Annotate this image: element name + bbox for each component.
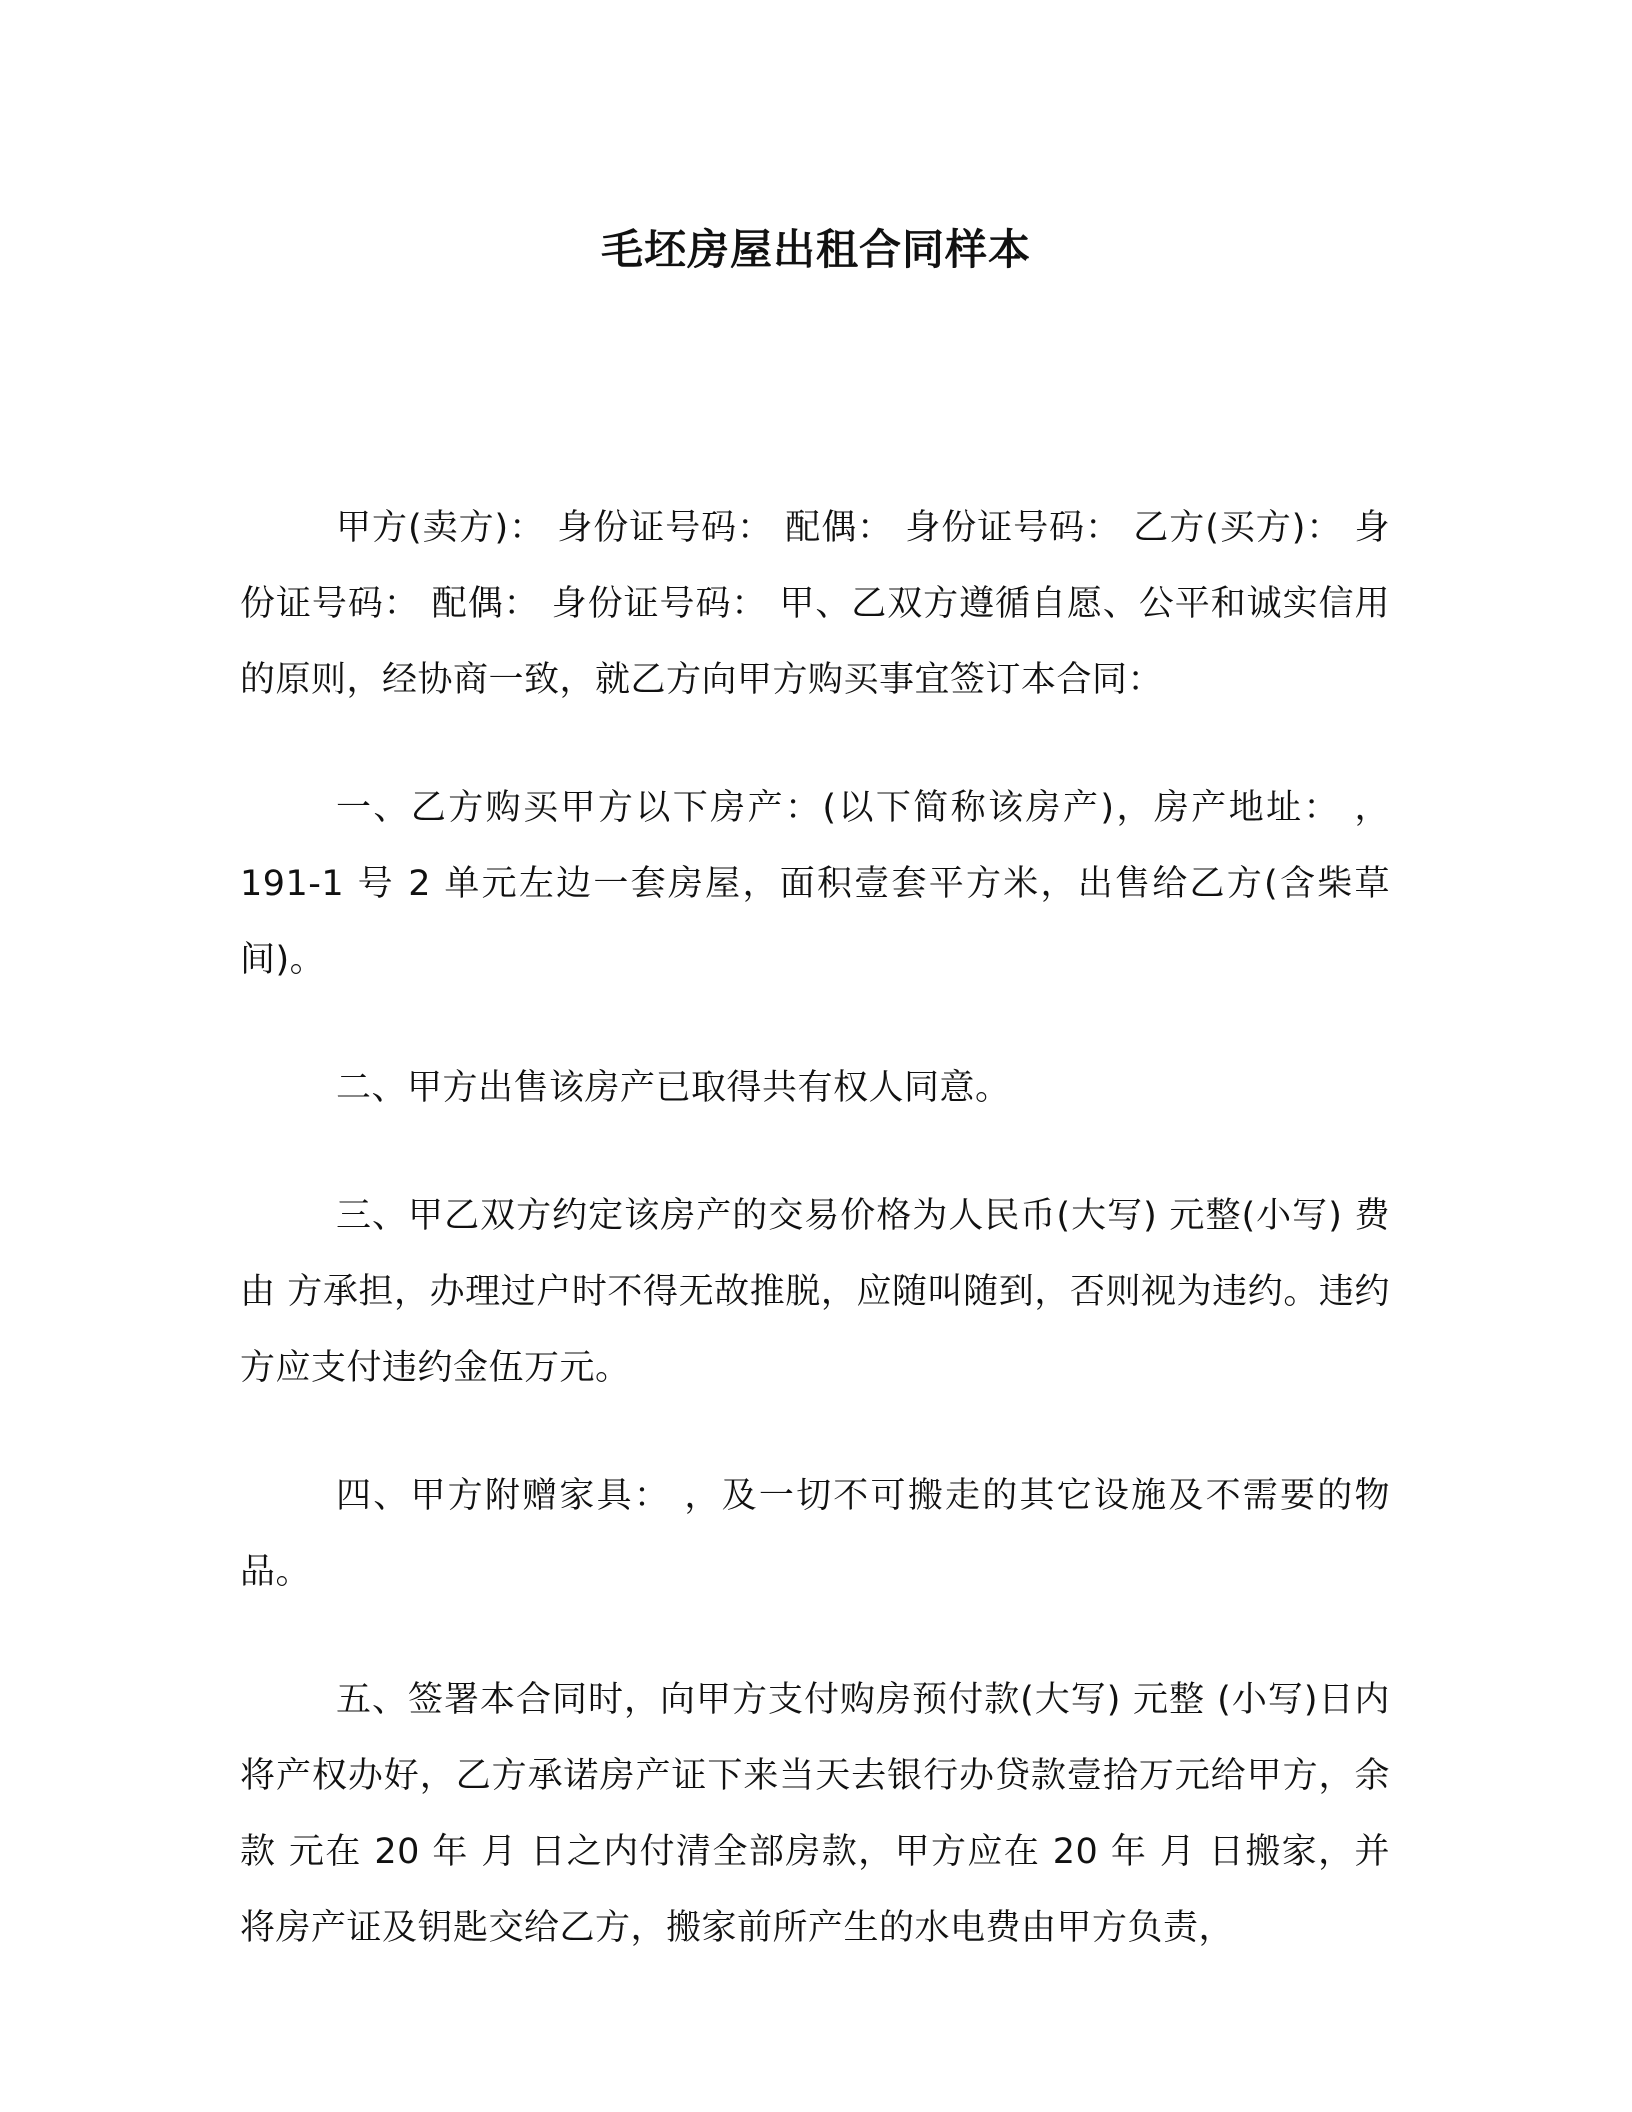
paragraph-parties: 甲方(卖方)： 身份证号码： 配偶： 身份证号码： 乙方(买方)： 身份证号码： 配偶： 身份证号码： 甲、乙双方遵循自愿、公平和诚实信用的原则，经协商一致，就乙方向甲方购买事宜签订本合同： xyxy=(240,508,1390,700)
document-title: 毛坯房屋出租合同样本 xyxy=(600,225,1031,274)
paragraph-clause-3: 三、甲乙双方约定该房产的交易价格为人民币(大写) 元整(小写) 费由 方承担，办理过户时不得无故推脱，应随叫随到，否则视为违约。违约方应支付违约金伍万元。 xyxy=(240,1196,1390,1388)
paragraph-clause-4: 四、甲方附赠家具： ，及一切不可搬走的其它设施及不需要的物品。 xyxy=(240,1476,1390,1592)
paragraph-clause-1: 一、乙方购买甲方以下房产：(以下简称该房产)，房产地址： ，191-1 号 2 单元左边一套房屋，面积壹套平方米，出售给乙方(含柴草间)。 xyxy=(240,788,1390,980)
paragraph-clause-5: 五、签署本合同时，向甲方支付购房预付款(大写) 元整 (小写)日内将产权办好，乙方承诺房产证下来当天去银行办贷款壹拾万元给甲方，余款 元在 20 年 月 日之内付清全部房款，甲方应在 20 年 月 日搬家，并将房产证及钥匙交给乙方，搬家前所产生的水电费由甲方负责， xyxy=(240,1680,1390,1948)
paragraph-clause-2: 二、甲方出售该房产已取得共有权人同意。 xyxy=(336,1068,1011,1108)
document-body xyxy=(240,490,1390,2018)
